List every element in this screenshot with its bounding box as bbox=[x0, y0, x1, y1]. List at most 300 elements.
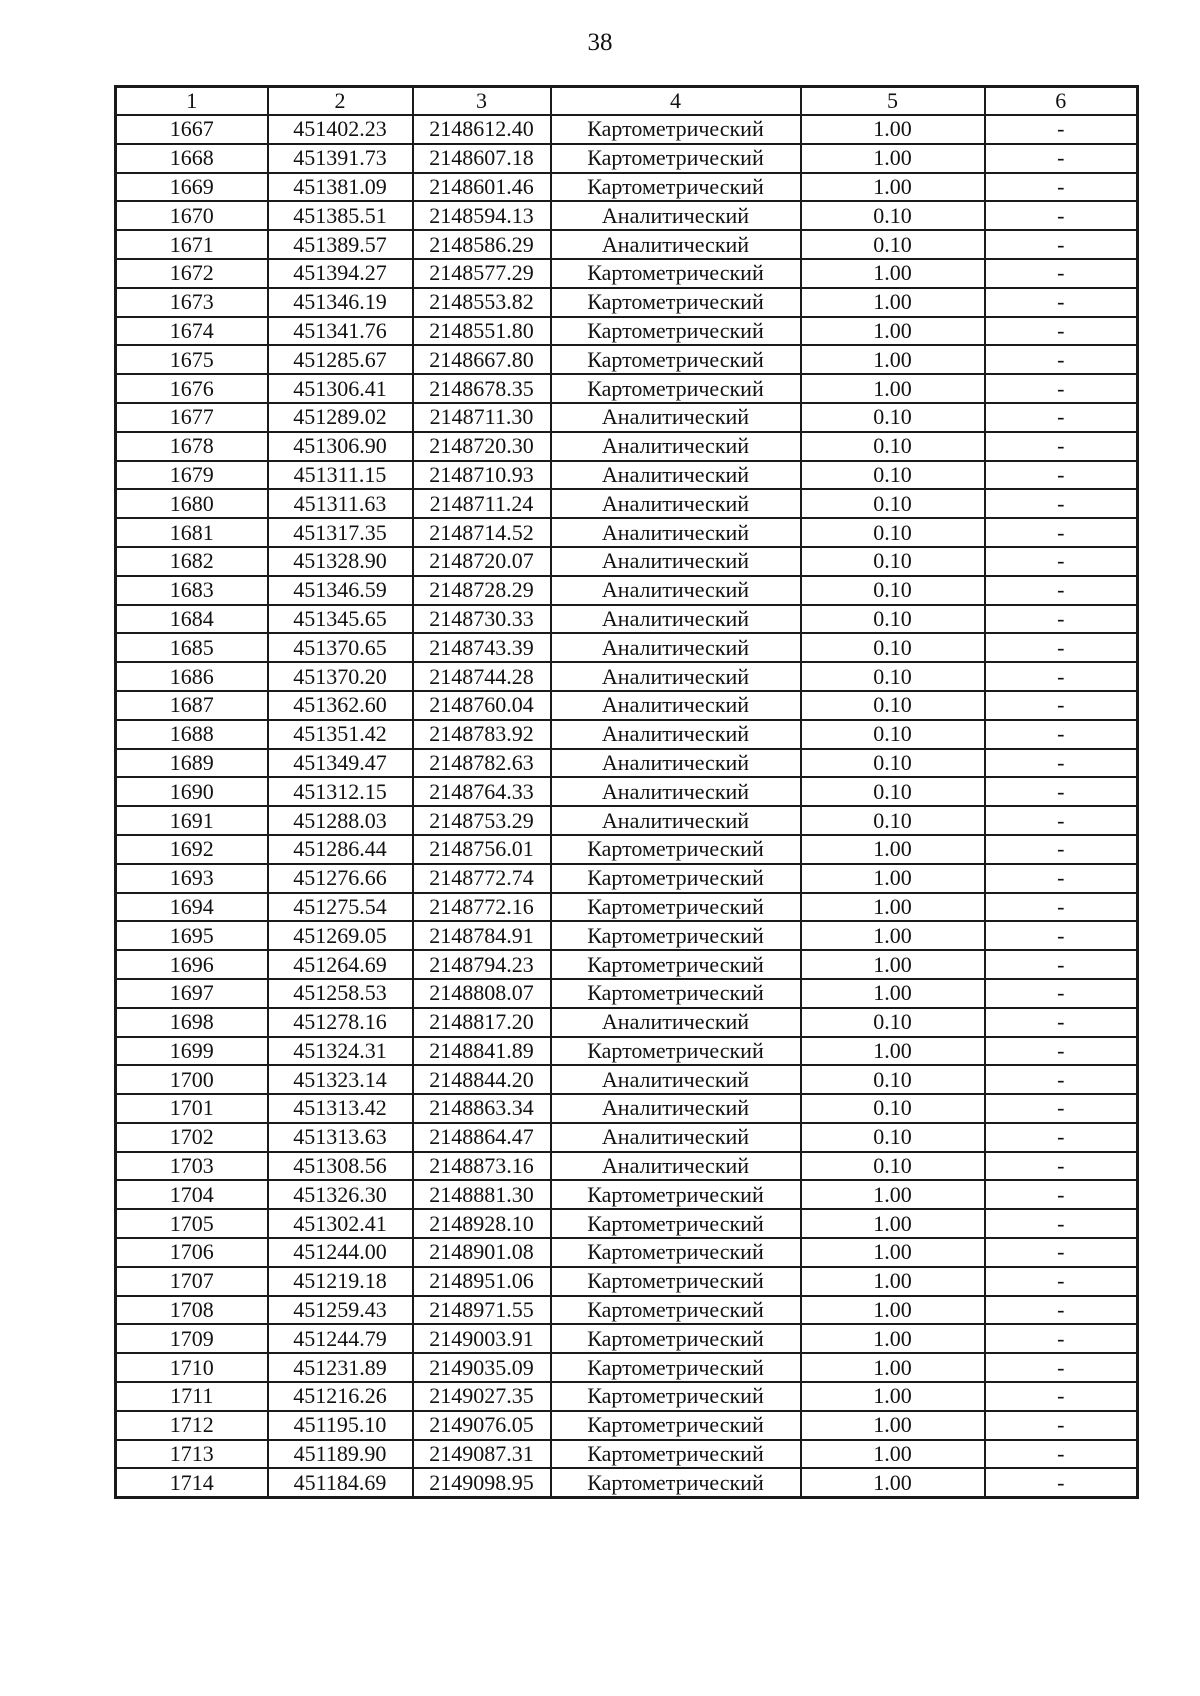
method-cell: Аналитический bbox=[551, 777, 801, 806]
y-coordinate-cell: 2148730.33 bbox=[413, 605, 551, 634]
y-coordinate-cell: 2148841.89 bbox=[413, 1037, 551, 1066]
y-coordinate-cell: 2148743.39 bbox=[413, 633, 551, 662]
note-cell: - bbox=[985, 1180, 1138, 1209]
precision-cell: 0.10 bbox=[801, 720, 985, 749]
x-coordinate-cell: 451306.41 bbox=[268, 374, 413, 403]
table-row bbox=[116, 1065, 1138, 1094]
precision-cell: 1.00 bbox=[801, 1238, 985, 1267]
precision-cell: 1.00 bbox=[801, 1209, 985, 1238]
x-coordinate-cell: 451326.30 bbox=[268, 1180, 413, 1209]
table-row bbox=[116, 1037, 1138, 1066]
y-coordinate-cell: 2148714.52 bbox=[413, 518, 551, 547]
table-row bbox=[116, 489, 1138, 518]
method-cell: Картометрический bbox=[551, 1037, 801, 1066]
y-coordinate-cell: 2148551.80 bbox=[413, 317, 551, 346]
precision-cell: 1.00 bbox=[801, 1037, 985, 1066]
method-cell: Аналитический bbox=[551, 518, 801, 547]
y-coordinate-cell: 2148864.47 bbox=[413, 1123, 551, 1152]
point-number-cell: 1683 bbox=[116, 576, 268, 605]
precision-cell: 0.10 bbox=[801, 547, 985, 576]
precision-cell: 0.10 bbox=[801, 633, 985, 662]
y-coordinate-cell: 2148553.82 bbox=[413, 288, 551, 317]
x-coordinate-cell: 451381.09 bbox=[268, 173, 413, 202]
table-row bbox=[116, 288, 1138, 317]
note-cell: - bbox=[985, 1094, 1138, 1123]
x-coordinate-cell: 451302.41 bbox=[268, 1209, 413, 1238]
precision-cell: 1.00 bbox=[801, 173, 985, 202]
method-cell: Аналитический bbox=[551, 576, 801, 605]
y-coordinate-cell: 2149098.95 bbox=[413, 1468, 551, 1497]
y-coordinate-cell: 2148607.18 bbox=[413, 144, 551, 173]
note-cell: - bbox=[985, 720, 1138, 749]
precision-cell: 1.00 bbox=[801, 979, 985, 1008]
note-cell: - bbox=[985, 777, 1138, 806]
x-coordinate-cell: 451216.26 bbox=[268, 1382, 413, 1411]
precision-cell: 0.10 bbox=[801, 777, 985, 806]
precision-cell: 0.10 bbox=[801, 1094, 985, 1123]
y-coordinate-cell: 2148873.16 bbox=[413, 1152, 551, 1181]
x-coordinate-cell: 451244.79 bbox=[268, 1324, 413, 1353]
x-coordinate-cell: 451328.90 bbox=[268, 547, 413, 576]
x-coordinate-cell: 451323.14 bbox=[268, 1065, 413, 1094]
precision-cell: 1.00 bbox=[801, 374, 985, 403]
table-row bbox=[116, 259, 1138, 288]
method-cell: Аналитический bbox=[551, 1094, 801, 1123]
method-cell: Картометрический bbox=[551, 1468, 801, 1497]
point-number-cell: 1708 bbox=[116, 1296, 268, 1325]
point-number-cell: 1706 bbox=[116, 1238, 268, 1267]
table-row bbox=[116, 720, 1138, 749]
y-coordinate-cell: 2149003.91 bbox=[413, 1324, 551, 1353]
table-row bbox=[116, 201, 1138, 230]
y-coordinate-cell: 2148783.92 bbox=[413, 720, 551, 749]
x-coordinate-cell: 451288.03 bbox=[268, 806, 413, 835]
method-cell: Аналитический bbox=[551, 749, 801, 778]
note-cell: - bbox=[985, 835, 1138, 864]
precision-cell: 1.00 bbox=[801, 1180, 985, 1209]
table-row bbox=[116, 1324, 1138, 1353]
table-row bbox=[116, 662, 1138, 691]
table-row bbox=[116, 1094, 1138, 1123]
page-number: 38 bbox=[587, 29, 613, 56]
note-cell: - bbox=[985, 1008, 1138, 1037]
precision-cell: 1.00 bbox=[801, 893, 985, 922]
method-cell: Аналитический bbox=[551, 1123, 801, 1152]
note-cell: - bbox=[985, 1468, 1138, 1497]
method-cell: Картометрический bbox=[551, 835, 801, 864]
y-coordinate-cell: 2148772.74 bbox=[413, 864, 551, 893]
note-cell: - bbox=[985, 173, 1138, 202]
point-number-cell: 1686 bbox=[116, 662, 268, 691]
precision-cell: 0.10 bbox=[801, 230, 985, 259]
table-row bbox=[116, 1440, 1138, 1469]
table-row bbox=[116, 605, 1138, 634]
x-coordinate-cell: 451311.63 bbox=[268, 489, 413, 518]
y-coordinate-cell: 2148881.30 bbox=[413, 1180, 551, 1209]
method-cell: Картометрический bbox=[551, 115, 801, 144]
point-number-cell: 1675 bbox=[116, 345, 268, 374]
x-coordinate-cell: 451195.10 bbox=[268, 1411, 413, 1440]
y-coordinate-cell: 2149087.31 bbox=[413, 1440, 551, 1469]
y-coordinate-cell: 2148764.33 bbox=[413, 777, 551, 806]
point-number-cell: 1684 bbox=[116, 605, 268, 634]
table-row bbox=[116, 317, 1138, 346]
table-row bbox=[116, 1382, 1138, 1411]
method-cell: Картометрический bbox=[551, 173, 801, 202]
precision-cell: 1.00 bbox=[801, 115, 985, 144]
point-number-cell: 1677 bbox=[116, 403, 268, 432]
precision-cell: 1.00 bbox=[801, 1411, 985, 1440]
point-number-cell: 1689 bbox=[116, 749, 268, 778]
x-coordinate-cell: 451269.05 bbox=[268, 921, 413, 950]
table-row bbox=[116, 374, 1138, 403]
note-cell: - bbox=[985, 921, 1138, 950]
note-cell: - bbox=[985, 1037, 1138, 1066]
table-row bbox=[116, 691, 1138, 720]
y-coordinate-cell: 2148753.29 bbox=[413, 806, 551, 835]
point-number-cell: 1700 bbox=[116, 1065, 268, 1094]
note-cell: - bbox=[985, 1324, 1138, 1353]
table-row bbox=[116, 835, 1138, 864]
x-coordinate-cell: 451370.65 bbox=[268, 633, 413, 662]
x-coordinate-cell: 451351.42 bbox=[268, 720, 413, 749]
x-coordinate-cell: 451341.76 bbox=[268, 317, 413, 346]
precision-cell: 0.10 bbox=[801, 1152, 985, 1181]
method-cell: Картометрический bbox=[551, 1382, 801, 1411]
x-coordinate-cell: 451402.23 bbox=[268, 115, 413, 144]
precision-cell: 1.00 bbox=[801, 950, 985, 979]
method-cell: Картометрический bbox=[551, 893, 801, 922]
x-coordinate-cell: 451385.51 bbox=[268, 201, 413, 230]
note-cell: - bbox=[985, 1296, 1138, 1325]
point-number-cell: 1694 bbox=[116, 893, 268, 922]
point-number-cell: 1696 bbox=[116, 950, 268, 979]
table-row bbox=[116, 777, 1138, 806]
point-number-cell: 1678 bbox=[116, 432, 268, 461]
method-cell: Аналитический bbox=[551, 230, 801, 259]
method-cell: Аналитический bbox=[551, 1065, 801, 1094]
table-row bbox=[116, 1152, 1138, 1181]
method-cell: Аналитический bbox=[551, 605, 801, 634]
note-cell: - bbox=[985, 1353, 1138, 1382]
point-number-cell: 1691 bbox=[116, 806, 268, 835]
point-number-cell: 1671 bbox=[116, 230, 268, 259]
x-coordinate-cell: 451219.18 bbox=[268, 1267, 413, 1296]
note-cell: - bbox=[985, 1123, 1138, 1152]
y-coordinate-cell: 2148728.29 bbox=[413, 576, 551, 605]
method-cell: Аналитический bbox=[551, 489, 801, 518]
x-coordinate-cell: 451289.02 bbox=[268, 403, 413, 432]
column-header-5: 5 bbox=[801, 87, 985, 116]
precision-cell: 1.00 bbox=[801, 835, 985, 864]
y-coordinate-cell: 2149035.09 bbox=[413, 1353, 551, 1382]
precision-cell: 1.00 bbox=[801, 345, 985, 374]
coordinates-table bbox=[114, 85, 1139, 1499]
note-cell: - bbox=[985, 1238, 1138, 1267]
precision-cell: 1.00 bbox=[801, 1296, 985, 1325]
x-coordinate-cell: 451184.69 bbox=[268, 1468, 413, 1497]
table-row bbox=[116, 806, 1138, 835]
table-row bbox=[116, 144, 1138, 173]
point-number-cell: 1703 bbox=[116, 1152, 268, 1181]
point-number-cell: 1681 bbox=[116, 518, 268, 547]
x-coordinate-cell: 451244.00 bbox=[268, 1238, 413, 1267]
x-coordinate-cell: 451362.60 bbox=[268, 691, 413, 720]
point-number-cell: 1698 bbox=[116, 1008, 268, 1037]
table-row bbox=[116, 1411, 1138, 1440]
x-coordinate-cell: 451349.47 bbox=[268, 749, 413, 778]
column-header-1: 1 bbox=[116, 87, 268, 116]
point-number-cell: 1714 bbox=[116, 1468, 268, 1497]
x-coordinate-cell: 451264.69 bbox=[268, 950, 413, 979]
table-row bbox=[116, 979, 1138, 1008]
method-cell: Картометрический bbox=[551, 1209, 801, 1238]
method-cell: Аналитический bbox=[551, 1008, 801, 1037]
precision-cell: 0.10 bbox=[801, 605, 985, 634]
y-coordinate-cell: 2149027.35 bbox=[413, 1382, 551, 1411]
point-number-cell: 1674 bbox=[116, 317, 268, 346]
note-cell: - bbox=[985, 201, 1138, 230]
precision-cell: 0.10 bbox=[801, 403, 985, 432]
table-row bbox=[116, 547, 1138, 576]
note-cell: - bbox=[985, 1209, 1138, 1238]
point-number-cell: 1685 bbox=[116, 633, 268, 662]
y-coordinate-cell: 2148577.29 bbox=[413, 259, 551, 288]
precision-cell: 0.10 bbox=[801, 749, 985, 778]
x-coordinate-cell: 451391.73 bbox=[268, 144, 413, 173]
precision-cell: 1.00 bbox=[801, 259, 985, 288]
table-row bbox=[116, 173, 1138, 202]
x-coordinate-cell: 451389.57 bbox=[268, 230, 413, 259]
x-coordinate-cell: 451259.43 bbox=[268, 1296, 413, 1325]
y-coordinate-cell: 2148951.06 bbox=[413, 1267, 551, 1296]
precision-cell: 1.00 bbox=[801, 1468, 985, 1497]
method-cell: Картометрический bbox=[551, 1238, 801, 1267]
method-cell: Картометрический bbox=[551, 345, 801, 374]
y-coordinate-cell: 2148782.63 bbox=[413, 749, 551, 778]
point-number-cell: 1668 bbox=[116, 144, 268, 173]
table-row bbox=[116, 950, 1138, 979]
method-cell: Аналитический bbox=[551, 1152, 801, 1181]
note-cell: - bbox=[985, 605, 1138, 634]
method-cell: Картометрический bbox=[551, 374, 801, 403]
x-coordinate-cell: 451286.44 bbox=[268, 835, 413, 864]
precision-cell: 1.00 bbox=[801, 1353, 985, 1382]
point-number-cell: 1679 bbox=[116, 461, 268, 490]
table-row bbox=[116, 1008, 1138, 1037]
note-cell: - bbox=[985, 518, 1138, 547]
precision-cell: 0.10 bbox=[801, 576, 985, 605]
point-number-cell: 1705 bbox=[116, 1209, 268, 1238]
method-cell: Аналитический bbox=[551, 633, 801, 662]
header-row bbox=[116, 87, 1138, 116]
table-row bbox=[116, 633, 1138, 662]
y-coordinate-cell: 2148844.20 bbox=[413, 1065, 551, 1094]
x-coordinate-cell: 451324.31 bbox=[268, 1037, 413, 1066]
note-cell: - bbox=[985, 259, 1138, 288]
column-header-6: 6 bbox=[985, 87, 1138, 116]
y-coordinate-cell: 2148760.04 bbox=[413, 691, 551, 720]
table-body bbox=[116, 115, 1138, 1498]
point-number-cell: 1673 bbox=[116, 288, 268, 317]
table-row bbox=[116, 921, 1138, 950]
x-coordinate-cell: 451345.65 bbox=[268, 605, 413, 634]
note-cell: - bbox=[985, 432, 1138, 461]
table-row bbox=[116, 1267, 1138, 1296]
note-cell: - bbox=[985, 1440, 1138, 1469]
y-coordinate-cell: 2148784.91 bbox=[413, 921, 551, 950]
precision-cell: 0.10 bbox=[801, 489, 985, 518]
method-cell: Картометрический bbox=[551, 317, 801, 346]
point-number-cell: 1713 bbox=[116, 1440, 268, 1469]
note-cell: - bbox=[985, 1411, 1138, 1440]
column-header-2: 2 bbox=[268, 87, 413, 116]
method-cell: Аналитический bbox=[551, 720, 801, 749]
precision-cell: 0.10 bbox=[801, 691, 985, 720]
table-row bbox=[116, 518, 1138, 547]
method-cell: Аналитический bbox=[551, 547, 801, 576]
y-coordinate-cell: 2148601.46 bbox=[413, 173, 551, 202]
x-coordinate-cell: 451311.15 bbox=[268, 461, 413, 490]
note-cell: - bbox=[985, 317, 1138, 346]
note-cell: - bbox=[985, 979, 1138, 1008]
precision-cell: 0.10 bbox=[801, 1065, 985, 1094]
point-number-cell: 1672 bbox=[116, 259, 268, 288]
precision-cell: 1.00 bbox=[801, 317, 985, 346]
method-cell: Картометрический bbox=[551, 144, 801, 173]
precision-cell: 1.00 bbox=[801, 864, 985, 893]
point-number-cell: 1702 bbox=[116, 1123, 268, 1152]
table-row bbox=[116, 432, 1138, 461]
method-cell: Аналитический bbox=[551, 806, 801, 835]
x-coordinate-cell: 451275.54 bbox=[268, 893, 413, 922]
x-coordinate-cell: 451306.90 bbox=[268, 432, 413, 461]
note-cell: - bbox=[985, 576, 1138, 605]
point-number-cell: 1704 bbox=[116, 1180, 268, 1209]
method-cell: Картометрический bbox=[551, 950, 801, 979]
note-cell: - bbox=[985, 1152, 1138, 1181]
point-number-cell: 1712 bbox=[116, 1411, 268, 1440]
x-coordinate-cell: 451346.19 bbox=[268, 288, 413, 317]
x-coordinate-cell: 451370.20 bbox=[268, 662, 413, 691]
point-number-cell: 1682 bbox=[116, 547, 268, 576]
table-row bbox=[116, 893, 1138, 922]
point-number-cell: 1687 bbox=[116, 691, 268, 720]
precision-cell: 0.10 bbox=[801, 662, 985, 691]
note-cell: - bbox=[985, 950, 1138, 979]
precision-cell: 1.00 bbox=[801, 1382, 985, 1411]
y-coordinate-cell: 2148817.20 bbox=[413, 1008, 551, 1037]
note-cell: - bbox=[985, 547, 1138, 576]
point-number-cell: 1695 bbox=[116, 921, 268, 950]
precision-cell: 1.00 bbox=[801, 1440, 985, 1469]
note-cell: - bbox=[985, 403, 1138, 432]
table-row bbox=[116, 576, 1138, 605]
x-coordinate-cell: 451285.67 bbox=[268, 345, 413, 374]
x-coordinate-cell: 451312.15 bbox=[268, 777, 413, 806]
x-coordinate-cell: 451313.63 bbox=[268, 1123, 413, 1152]
y-coordinate-cell: 2148772.16 bbox=[413, 893, 551, 922]
y-coordinate-cell: 2148794.23 bbox=[413, 950, 551, 979]
precision-cell: 0.10 bbox=[801, 432, 985, 461]
note-cell: - bbox=[985, 115, 1138, 144]
y-coordinate-cell: 2148711.30 bbox=[413, 403, 551, 432]
note-cell: - bbox=[985, 691, 1138, 720]
precision-cell: 1.00 bbox=[801, 921, 985, 950]
x-coordinate-cell: 451231.89 bbox=[268, 1353, 413, 1382]
y-coordinate-cell: 2148971.55 bbox=[413, 1296, 551, 1325]
x-coordinate-cell: 451394.27 bbox=[268, 259, 413, 288]
note-cell: - bbox=[985, 144, 1138, 173]
point-number-cell: 1669 bbox=[116, 173, 268, 202]
y-coordinate-cell: 2148756.01 bbox=[413, 835, 551, 864]
point-number-cell: 1711 bbox=[116, 1382, 268, 1411]
note-cell: - bbox=[985, 345, 1138, 374]
point-number-cell: 1710 bbox=[116, 1353, 268, 1382]
point-number-cell: 1690 bbox=[116, 777, 268, 806]
method-cell: Аналитический bbox=[551, 201, 801, 230]
y-coordinate-cell: 2148678.35 bbox=[413, 374, 551, 403]
note-cell: - bbox=[985, 1382, 1138, 1411]
point-number-cell: 1699 bbox=[116, 1037, 268, 1066]
point-number-cell: 1688 bbox=[116, 720, 268, 749]
precision-cell: 0.10 bbox=[801, 461, 985, 490]
y-coordinate-cell: 2148808.07 bbox=[413, 979, 551, 1008]
point-number-cell: 1701 bbox=[116, 1094, 268, 1123]
note-cell: - bbox=[985, 806, 1138, 835]
table-row bbox=[116, 1353, 1138, 1382]
table-row bbox=[116, 1238, 1138, 1267]
precision-cell: 0.10 bbox=[801, 1008, 985, 1037]
note-cell: - bbox=[985, 662, 1138, 691]
method-cell: Аналитический bbox=[551, 432, 801, 461]
method-cell: Картометрический bbox=[551, 1440, 801, 1469]
x-coordinate-cell: 451278.16 bbox=[268, 1008, 413, 1037]
y-coordinate-cell: 2148594.13 bbox=[413, 201, 551, 230]
note-cell: - bbox=[985, 230, 1138, 259]
y-coordinate-cell: 2148711.24 bbox=[413, 489, 551, 518]
table-row bbox=[116, 864, 1138, 893]
note-cell: - bbox=[985, 633, 1138, 662]
x-coordinate-cell: 451276.66 bbox=[268, 864, 413, 893]
precision-cell: 0.10 bbox=[801, 518, 985, 547]
point-number-cell: 1680 bbox=[116, 489, 268, 518]
table-row bbox=[116, 403, 1138, 432]
note-cell: - bbox=[985, 893, 1138, 922]
point-number-cell: 1692 bbox=[116, 835, 268, 864]
table-row bbox=[116, 461, 1138, 490]
table-row bbox=[116, 1123, 1138, 1152]
x-coordinate-cell: 451258.53 bbox=[268, 979, 413, 1008]
y-coordinate-cell: 2148744.28 bbox=[413, 662, 551, 691]
method-cell: Картометрический bbox=[551, 1411, 801, 1440]
note-cell: - bbox=[985, 461, 1138, 490]
method-cell: Картометрический bbox=[551, 1180, 801, 1209]
method-cell: Картометрический bbox=[551, 979, 801, 1008]
method-cell: Аналитический bbox=[551, 403, 801, 432]
x-coordinate-cell: 451308.56 bbox=[268, 1152, 413, 1181]
method-cell: Картометрический bbox=[551, 1296, 801, 1325]
table-row bbox=[116, 1180, 1138, 1209]
precision-cell: 1.00 bbox=[801, 1324, 985, 1353]
note-cell: - bbox=[985, 1267, 1138, 1296]
x-coordinate-cell: 451346.59 bbox=[268, 576, 413, 605]
column-header-4: 4 bbox=[551, 87, 801, 116]
method-cell: Картометрический bbox=[551, 1353, 801, 1382]
point-number-cell: 1709 bbox=[116, 1324, 268, 1353]
y-coordinate-cell: 2148667.80 bbox=[413, 345, 551, 374]
note-cell: - bbox=[985, 288, 1138, 317]
